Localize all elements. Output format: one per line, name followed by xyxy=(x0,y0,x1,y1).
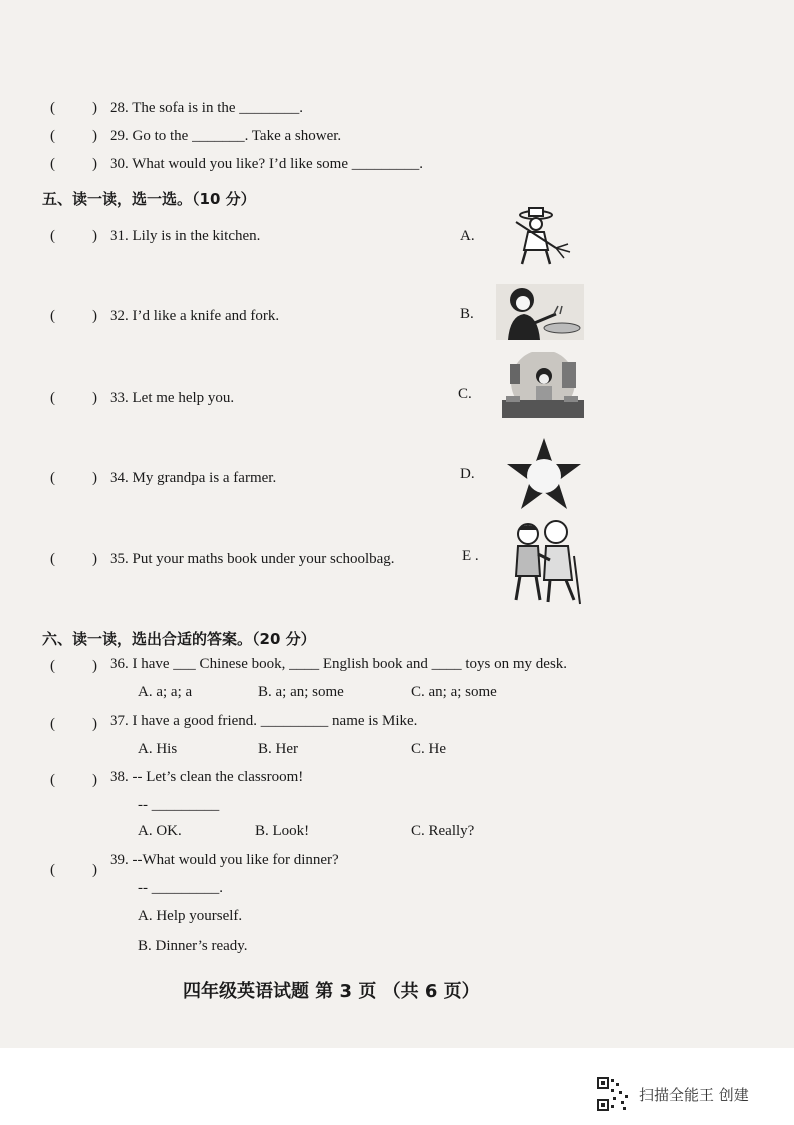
answer-paren-35: ( xyxy=(50,551,55,567)
picture-option-label-c: C. xyxy=(458,386,472,402)
page-footer: 四年级英语试题 第 3 页 （共 6 页） xyxy=(183,981,480,1002)
question-34: 34. My grandpa is a farmer. xyxy=(110,470,277,486)
reply-39: -- _________. xyxy=(138,880,223,896)
answer-paren-close-31: ) xyxy=(92,228,97,244)
question-36: 36. I have ___ Chinese book, ____ English book and ____ toys on my desk. xyxy=(110,656,568,672)
girl-eating-icon xyxy=(496,284,584,340)
answer-paren-close-36: ) xyxy=(92,658,97,674)
farmer-icon xyxy=(498,204,576,266)
picture-option-label-d: D. xyxy=(460,466,475,482)
option-36-c: C. an; a; some xyxy=(411,684,497,700)
reply-38: -- _________ xyxy=(138,797,220,813)
option-37-b: B. Her xyxy=(258,741,298,757)
option-36-a: A. a; a; a xyxy=(138,684,193,700)
scan-credit xyxy=(597,1077,749,1111)
option-38-a: A. OK. xyxy=(138,823,182,839)
answer-paren-close-33: ) xyxy=(92,390,97,406)
question-37: 37. I have a good friend. _________ name is Mike. xyxy=(110,713,418,729)
answer-paren-34: ( xyxy=(50,470,55,486)
answer-paren-close-34: ) xyxy=(92,470,97,486)
option-38-b: B. Look! xyxy=(255,823,310,839)
answer-paren-31: ( xyxy=(50,228,55,244)
answer-paren-close-38: ) xyxy=(92,772,97,788)
option-37-c: C. He xyxy=(411,741,446,757)
option-39-a: A. Help yourself. xyxy=(138,908,243,924)
picture-option-label-b: B. xyxy=(460,306,474,322)
question-39: 39. --What would you like for dinner? xyxy=(110,852,339,868)
answer-paren-38: ( xyxy=(50,772,55,788)
answer-paren-close-32: ) xyxy=(92,308,97,324)
option-36-b: B. a; an; some xyxy=(258,684,344,700)
answer-paren-32: ( xyxy=(50,308,55,324)
answer-paren-28: ( xyxy=(50,100,55,116)
kitchen-icon xyxy=(500,352,586,420)
question-28: 28. The sofa is in the ________. xyxy=(110,100,304,116)
answer-paren-30: ( xyxy=(50,156,55,172)
answer-paren-33: ( xyxy=(50,390,55,406)
scan-credit-text: 扫描全能王 创建 xyxy=(639,1085,749,1104)
question-30: 30. What would you like? I’d like some _________. xyxy=(110,156,424,172)
option-38-c: C. Really? xyxy=(411,823,475,839)
answer-paren-29: ( xyxy=(50,128,55,144)
section-5-header: 五、读一读，选一选。（10 分） xyxy=(42,190,256,208)
question-33: 33. Let me help you. xyxy=(110,390,235,406)
answer-paren-close-37: ) xyxy=(92,716,97,732)
answer-paren-36: ( xyxy=(50,658,55,674)
picture-option-label-e: E . xyxy=(462,548,479,564)
answer-paren-close-35: ) xyxy=(92,551,97,567)
answer-paren-close-29: ) xyxy=(92,128,97,144)
answer-paren-close-28: ) xyxy=(92,100,97,116)
section-6-header: 六、读一读，选出合适的答案。（20 分） xyxy=(42,630,316,648)
picture-option-label-a: A. xyxy=(460,228,475,244)
question-35: 35. Put your maths book under your schoolbag. xyxy=(110,551,395,567)
option-39-b: B. Dinner’s ready. xyxy=(138,938,248,954)
answer-paren-39: ( xyxy=(50,862,55,878)
question-29: 29. Go to the _______. Take a shower. xyxy=(110,128,342,144)
answer-paren-close-39: ) xyxy=(92,862,97,878)
answer-paren-37: ( xyxy=(50,716,55,732)
answer-paren-close-30: ) xyxy=(92,156,97,172)
question-31: 31. Lily is in the kitchen. xyxy=(110,228,261,244)
option-37-a: A. His xyxy=(138,741,178,757)
question-38: 38. -- Let’s clean the classroom! xyxy=(110,769,304,785)
star-icon xyxy=(505,436,583,512)
qr-code-icon xyxy=(597,1077,631,1111)
helping-grandpa-icon xyxy=(508,520,586,606)
question-32: 32. I’d like a knife and fork. xyxy=(110,308,280,324)
